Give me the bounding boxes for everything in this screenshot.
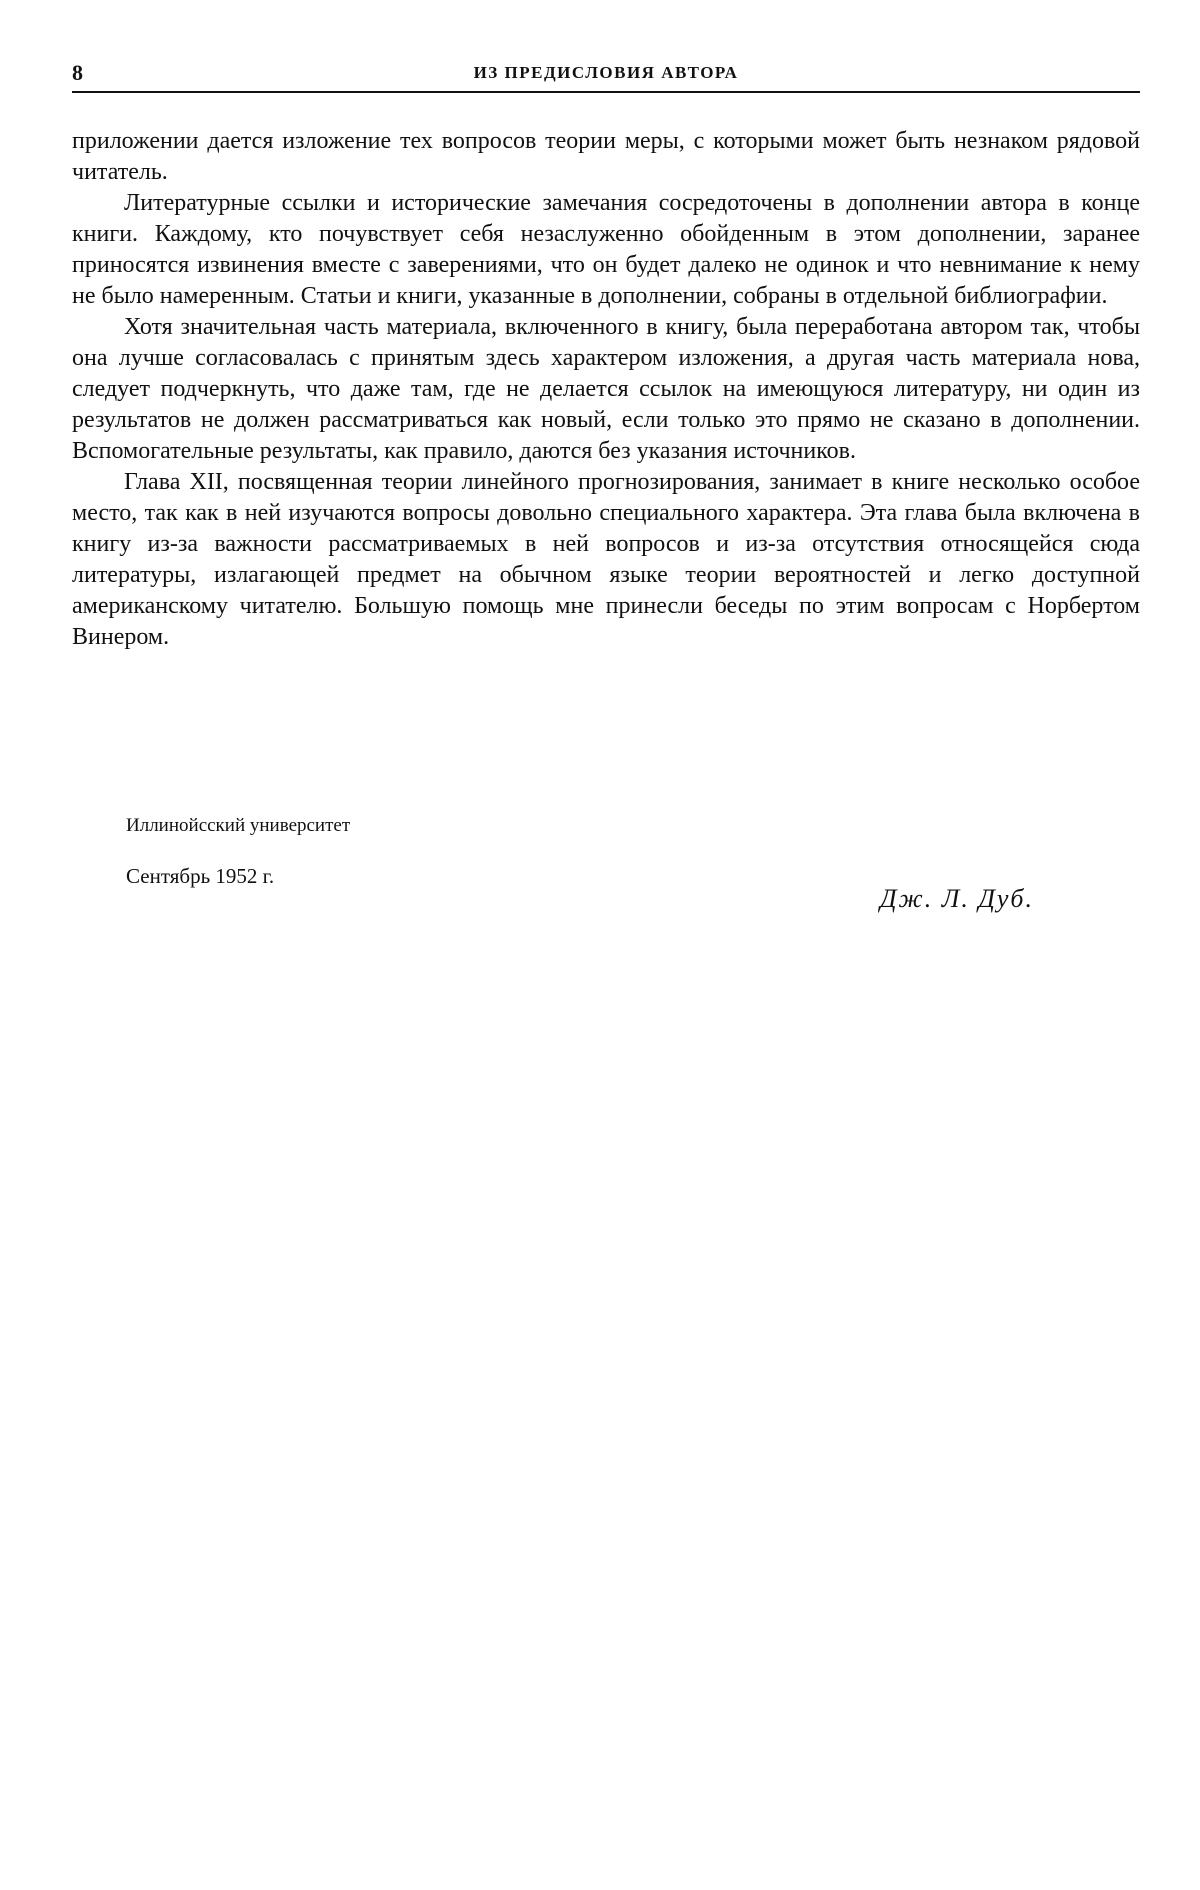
paragraph-material: Хотя значительная часть материала, включенного в книгу, была переработана автором так, чтобы она лучше согласовалась с принятым здесь характером изложения, а другая часть материала нова, следует подчеркнуть, что даже там, где не делается ссылок на имеющуюся литературу, ни один из результатов не должен рассматриваться как новый, если только это прямо не сказано в дополнении. Вспомогательные результаты, как правило, даются без указания источников. [72,314,1140,464]
body-text [72,126,1140,653]
author-signature: Дж. Л. Дуб. [880,884,1034,913]
paragraph-continuation: приложении дается изложение тех вопросов теории меры, с которыми может быть незнаком рядовой читатель. [72,128,1140,185]
paragraph-chapter-xii: Глава XII, посвященная теории линейного прогнозирования, занимает в книге несколько особое место, так как в ней изучаются вопросы довольно специального характера. Эта глава была включена в книгу из-за важности рассматриваемых в ней вопросов и из-за отсутствия относящейся сюда литературы, излагающей предмет на обычном языке теории вероятностей и легко доступной американскому читателю. Большую помощь мне принесли беседы по этим вопросам с Норбертом Винером. [72,469,1140,650]
page-header [72,58,1140,88]
paragraph-references: Литературные ссылки и исторические замечания сосредоточены в дополнении автора в конце книги. Каждому, кто почувствует себя незаслуженно обойденным в этом дополнении, заранее приносятся извинения вместе с заверениями, что он будет далеко не одинок и что невнимание к нему не было намеренным. Статьи и книги, указанные в дополнении, собраны в отдельной библиографии. [72,190,1140,309]
preface-date: Сентябрь 1952 г. [126,864,275,888]
page-number: 8 [72,60,83,85]
header-rule [72,91,1140,93]
running-head: ИЗ ПРЕДИСЛОВИЯ АВТОРА [473,63,739,82]
author-affiliation: Иллинойсский университет [126,815,351,836]
